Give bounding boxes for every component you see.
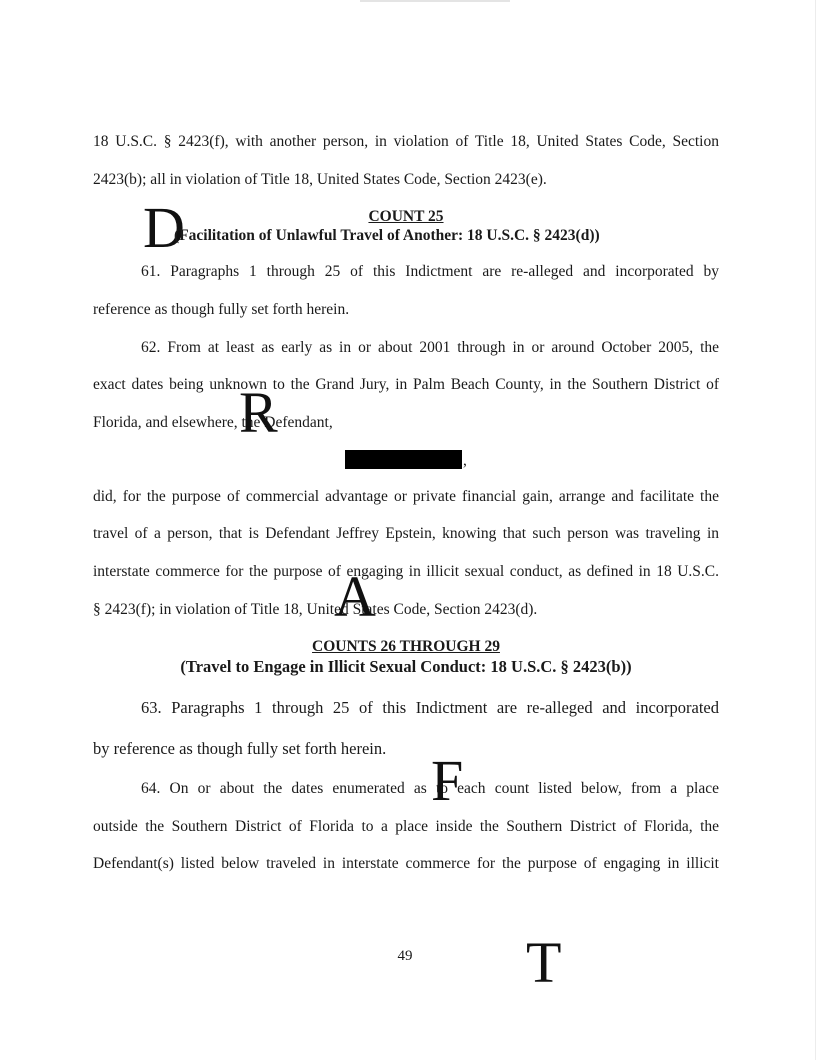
page-number-text: 49: [397, 948, 413, 964]
body-line-1: 18 U.S.C. § 2423(f), with another person, in violation of Title 18, United States Code, Section: [93, 133, 719, 150]
paragraph-64-line-1: 64. On or about the dates enumerated as to each count listed below, from a place: [141, 780, 719, 797]
paragraph-62-line-3: Florida, and elsewhere, the Defendant,: [93, 414, 333, 431]
redaction-comma: ,: [463, 452, 467, 469]
redaction-block: [345, 450, 462, 469]
paragraph-62-line-6: interstate commerce for the purpose of engaging in illicit sexual conduct, as defined in 18 U.S.C.: [93, 563, 719, 580]
body-line-2: 2423(b); all in violation of Title 18, United States Code, Section 2423(e).: [93, 171, 547, 188]
count-25-title: COUNT 25: [368, 208, 444, 225]
paragraph-63-line-2: by reference as though fully set forth herein.: [93, 739, 387, 758]
paragraph-62-line-2: exact dates being unknown to the Grand Jury, in Palm Beach County, in the Southern District of: [93, 376, 719, 393]
paragraph-62-line-4: did, for the purpose of commercial advantage or private financial gain, arrange and facilitate the: [93, 488, 719, 505]
watermark-letter-t: T: [526, 930, 562, 995]
paragraph-62-line-7: § 2423(f); in violation of Title 18, United States Code, Section 2423(d).: [93, 601, 538, 618]
paragraph-62-line-5: travel of a person, that is Defendant Jeffrey Epstein, knowing that such person was traveling in: [93, 525, 719, 542]
paragraph-61-line-2: reference as though fully set forth herein.: [93, 301, 350, 318]
scan-artifact-top: [360, 0, 510, 2]
counts-26-29-subtitle: (Travel to Engage in Illicit Sexual Conduct: 18 U.S.C. § 2423(b)): [180, 657, 632, 676]
watermark-letter-a: A: [334, 564, 376, 629]
counts-26-29-heading: [93, 637, 719, 657]
watermark-letter-d: D: [143, 195, 185, 260]
counts-26-29-title: COUNTS 26 THROUGH 29: [312, 638, 500, 655]
watermark-letter-f: F: [431, 748, 464, 813]
paragraph-63-line-1: 63. Paragraphs 1 through 25 of this Indictment are re-alleged and incorporated: [141, 698, 719, 717]
paragraph-64-line-3: Defendant(s) listed below traveled in interstate commerce for the purpose of engaging in illicit: [93, 855, 719, 872]
paragraph-61-line-1: 61. Paragraphs 1 through 25 of this Indictment are re-alleged and incorporated by: [141, 263, 719, 280]
watermark-letter-r: R: [239, 380, 278, 445]
count-25-subtitle: (Facilitation of Unlawful Travel of Another: 18 U.S.C. § 2423(d)): [174, 227, 600, 244]
paragraph-62-line-1: 62. From at least as early as in or about 2001 through in or around October 2005, the: [141, 339, 719, 356]
page-number: [0, 946, 816, 966]
paragraph-64-line-2: outside the Southern District of Florida to a place inside the Southern District of Florida, the: [93, 818, 719, 835]
count-25-heading: [93, 207, 719, 227]
